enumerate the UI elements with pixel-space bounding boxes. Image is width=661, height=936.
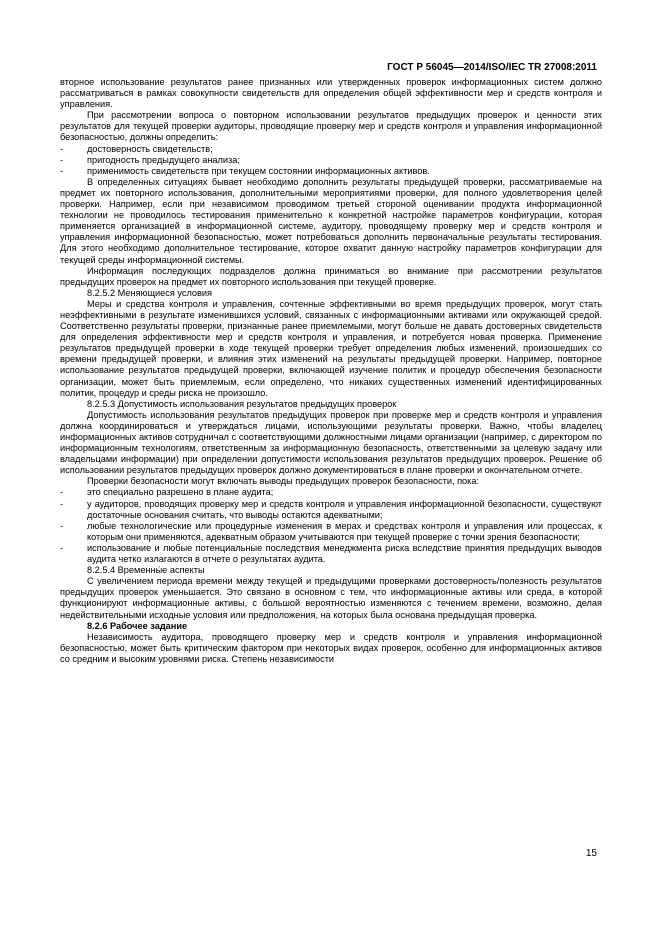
- section-heading: 8.2.6 Рабочее задание: [87, 620, 188, 631]
- list-item: - использование и любые потенциальные последствия менеджмента риска вследствие принятия предыдущих выводов аудита четко излагаются в отчете о результатах аудита.: [60, 542, 602, 565]
- list-item: - любые технологические или процедурные изменения в мерах и средствах контроля и управления или процессах, к которым они применяются, адекватным образом учитываются при текущей проверке с точки зрения безопасности;: [60, 520, 602, 542]
- page-body: [60, 77, 602, 665]
- paragraph: Независимость аудитора, проводящего проверку мер и средств контроля и управления информационной безопасностью, может быть критическим фактором при некоторых видах проверок, особенно для информационных активов со средним и высоким уровнями риска. Степень независимости: [60, 631, 602, 664]
- list-item: - достоверность свидетельств;: [60, 143, 213, 154]
- page-number: 15: [585, 848, 597, 859]
- list-item: - у аудиторов, проводящих проверку мер и средств контроля и управления информационной безопасности, существуют достаточные основания считать, что выводы остаются адекватными;: [60, 498, 602, 520]
- paragraph: Меры и средства контроля и управления, сочтенные эффективными во время предыдущих проверок, могут стать неэффективными в результате изменившихся условий, связанных с информационными активами или окружающей средой. Соответственно результаты проверки, признанные ранее приемлемыми, могут больше не давать достоверных свидетельств для определения эффективности мер и средств контроля и управления, и потребуется новая проверка. Применение результатов предыдущей проверки в ходе текущей проверки требует определения любых изменений, произошедших со времени предыдущей проверки, и влияния этих изменений на результаты предыдущей проверки. Например, повторное использование результатов предыдущей проверки, включающей изучение политик и процедур обеспечения безопасности организации, может быть приемлемым, если определено, что никаких существенных изменений идентифицированных политик, процедур и среды риска не произошло.: [60, 298, 602, 398]
- section-heading: 8.2.5.2 Меняющиеся условия: [87, 287, 213, 298]
- list-item: - применимость свидетельств при текущем состоянии информационных активов.: [60, 165, 430, 176]
- list-item: - пригодность предыдущего анализа;: [60, 154, 240, 165]
- document-code: ГОСТ Р 56045—2014/ISO/IEC TR 27008:2011: [387, 62, 597, 73]
- paragraph: При рассмотрении вопроса о повторном использовании результатов предыдущих проверок и ценности этих результатов для текущей проверки аудиторы, проводящие проверку мер и средств контроля и управления информационной безопасностью, должны определить:: [60, 110, 602, 143]
- paragraph: С увеличением периода времени между текущей и предыдущими проверками достоверность/полезность результатов предыдущих проверок уменьшается. Это связано в основном с тем, что информационные активы или среда, в которой функционируют информационные активы, с большой вероятностью изменяются с течением времени, возможно, делая недействительными исходные условия или предположения, на которых была основана предыдущая проверка.: [60, 576, 602, 620]
- section-heading: 8.2.5.4 Временны́е аспекты: [87, 565, 205, 576]
- paragraph: Проверки безопасности могут включать выводы предыдущих проверок безопасности, пока:: [87, 476, 480, 487]
- section-heading: 8.2.5.3 Допустимость использования результатов предыдущих проверок: [87, 398, 397, 409]
- paragraph: вторное использование результатов ранее признанных или утвержденных проверок информационных систем должно рассматриваться в рамках совокупности свидетельств для определения общей эффективности мер и средств контроля и управления.: [60, 77, 602, 110]
- paragraph: Информация последующих подразделов должна приниматься во внимание при рассмотрении результатов предыдущих проверок на предмет их повторного использования при текущей проверке.: [60, 265, 602, 287]
- paragraph: В определенных ситуациях бывает необходимо дополнить результаты предыдущей проверки, рассматриваемые на предмет их повторного использования, дополнительными мероприятиями проверки, для полного удовлетворения целей проверки. Например, если при независимом проводимом третьей стороной оценивании продукта информационной технологии не проводилось тестирования применительно к конкретной настройке параметров конфигурации, которая применяется организацией в информационной системе, аудитору, проводящему проверку мер и средств контроля и управления информационной безопасностью, может потребоваться дополнить первоначальные результаты тестирования. Для этого необходимо дополнительное тестирование, которое охватит данную настройку параметров конфигурации для текущей среды информационной системы.: [60, 176, 602, 265]
- paragraph: Допустимость использования результатов предыдущих проверок при проверке мер и средств контроля и управления должна координироваться и утверждаться лицами, использующими результаты проверки. Важно, чтобы владелец информационных активов сотрудничал с соответствующими должностными лицами организации (например, с директором по информационным технологиям, ответственным за информационную безопасность, ответственными за целевую задачу или владельцами информации) при определении допустимости использования результатов предыдущих проверок. Решение об использовании результатов предыдущих проверок должно документироваться в плане проверки и окончательном отчете.: [60, 409, 602, 476]
- list-item: - это специально разрешено в плане аудита;: [60, 487, 274, 498]
